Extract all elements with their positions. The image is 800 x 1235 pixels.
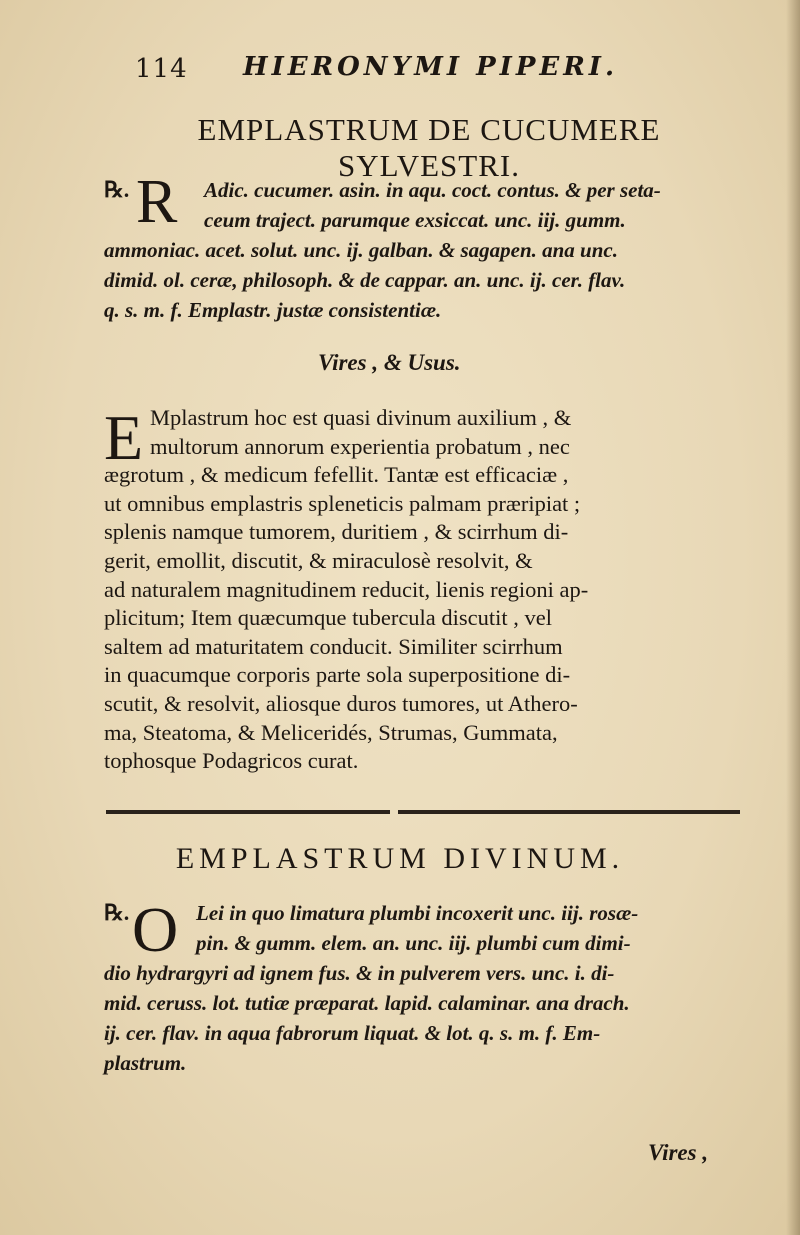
recipe-line: dimid. ol. ceræ, philosoph. & de cappar. an. unc. ij. cer. flav. (104, 268, 626, 292)
recipe-line: q. s. m. f. Emplastr. justæ consistentiæ. (104, 298, 442, 322)
body-line: ad naturalem magnitudinem reducit, lienis regioni ap- (104, 576, 589, 602)
subheading-vires-usus: Vires , & Usus. (318, 350, 461, 375)
recipe-line: ceum traject. parumque exsiccat. unc. iij. gumm. (204, 208, 626, 232)
body-line: saltem ad maturitatem conducit. Similiter scirrhum (104, 633, 563, 659)
body-line: ægrotum , & medicum fefellit. Tantæ est efficaciæ , (104, 462, 569, 488)
recipe-line: plastrum. (104, 1051, 187, 1075)
body-line: plicitum; Item quæcumque tubercula discutit , vel (104, 605, 553, 631)
body-line: Mplastrum hoc est quasi divinum auxilium , & (150, 405, 572, 430)
recipe-line: mid. ceruss. lot. tutiæ præparat. lapid. calaminar. ana drach. (104, 991, 630, 1015)
running-title: HIERONYMI PIPERI. (243, 52, 619, 82)
body-line: tophosque Podagricos curat. (104, 748, 359, 774)
page-edge-shadow (786, 0, 800, 1235)
body-line: scutit, & resolvit, aliosque duros tumores, ut Athero- (104, 691, 578, 716)
drop-cap-o: O (132, 894, 179, 965)
section-title-cucumere: EMPLASTRUM DE CUCUMERE SYLVESTRI. (197, 112, 661, 183)
running-header (135, 52, 655, 92)
drop-cap-e: E (104, 402, 144, 473)
recipe-symbol: ℞. (104, 900, 130, 925)
recipe-line: Lei in quo limatura plumbi incoxerit unc. iij. rosæ- (196, 901, 639, 925)
recipe-line: pin. & gumm. elem. an. unc. iij. plumbi cum dimi- (196, 931, 631, 955)
recipe-line: dio hydrargyri ad ignem fus. & in pulverem vers. unc. i. di- (104, 961, 615, 985)
section-divider (398, 810, 740, 814)
recipe-symbol: ℞. (104, 177, 130, 202)
body-line: ma, Steatoma, & Meliceridés, Strumas, Gummata, (104, 719, 558, 745)
catchword: Vires , (648, 1140, 709, 1165)
recipe-line: ammoniac. acet. solut. unc. ij. galban. & sagapen. ana unc. (104, 238, 618, 262)
page-number: 114 (135, 54, 188, 84)
body-line: splenis namque tumorem, duritiem , & scirrhum di- (104, 519, 569, 545)
recipe-line: Adic. cucumer. asin. in aqu. coct. contus. & per seta- (204, 178, 661, 202)
recipe-line: ij. cer. flav. in aqua fabrorum liquat. & lot. q. s. m. f. Em- (104, 1021, 601, 1045)
body-line: multorum annorum experientia probatum , nec (150, 433, 570, 459)
section-title-divinum: EMPLASTRUM DIVINUM. (175, 842, 625, 875)
drop-cap-r: R (136, 168, 178, 236)
body-line: gerit, emollit, discutit, & miraculosè resolvit, & (104, 548, 533, 573)
body-line: ut omnibus emplastris spleneticis palmam præripiat ; (104, 490, 581, 516)
body-line: in quacumque corporis parte sola superpositione di- (104, 662, 571, 688)
section-divider (106, 810, 390, 814)
